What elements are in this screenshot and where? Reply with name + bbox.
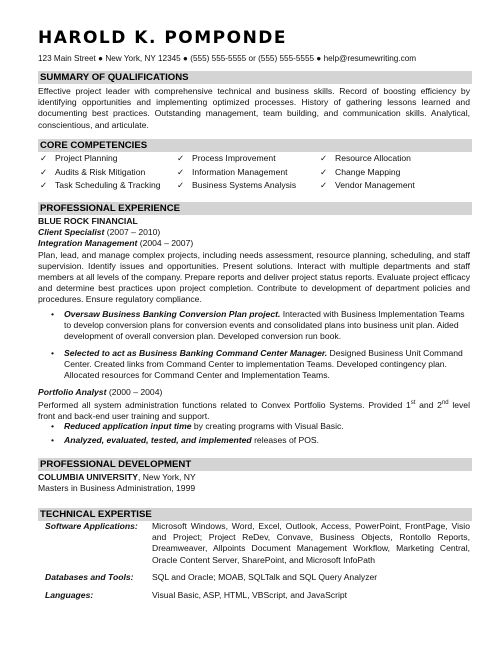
tech-value: Microsoft Windows, Word, Excel, Outlook, Access, PowerPoint, FrontPage, Visio and Project; Project ReDev, Convave, Business Objects, Rontollo Reports, Dreamweaver, Allpoints Document Management Workflow, Marketing Central, Oracle Content Server, SharePoint, and Microsoft InfoPath [152, 521, 470, 565]
check-icon: ✓ [40, 153, 48, 163]
check-icon: ✓ [40, 180, 48, 191]
competencies-col-1 [40, 152, 161, 193]
role-2-bullets [48, 309, 470, 386]
role-3: Portfolio Analyst (2000 – 2004) [38, 387, 163, 397]
degree: Masters in Business Administration, 1999 [38, 483, 196, 494]
address: 123 Main Street [38, 54, 96, 63]
competencies-heading: CORE COMPETENCIES [38, 139, 472, 152]
summary-text: Effective project leader with comprehensive technical and business skills. Record of boosting efficiency by identifying opportunities and implementing optimized processes. History of gathering lessons learned and documenting best practices. Outstanding management, team building, and communication skills. Analytical, conscientious, and articulate. [38, 86, 470, 130]
experience-block-2 [38, 387, 470, 422]
competency-item: ✓ Resource Allocation [320, 152, 415, 166]
candidate-name: HAROLD K. POMPONDE [38, 28, 288, 48]
check-icon: ✓ [40, 166, 48, 177]
role-3-bullets [48, 421, 470, 451]
contact-line [38, 54, 416, 63]
role-1: Client Specialist (2007 – 2010) [38, 227, 161, 238]
separator: ● [98, 54, 104, 63]
email[interactable]: help@resumewriting.com [323, 54, 417, 63]
tech-label: Software Applications: [45, 521, 138, 531]
check-icon: ✓ [177, 153, 185, 163]
competency-item: ✓ Business Systems Analysis [177, 179, 296, 193]
company-name: BLUE ROCK FINANCIAL [38, 216, 138, 226]
check-icon: ✓ [177, 180, 185, 191]
competency-item: ✓ Project Planning [40, 152, 161, 166]
phones: (555) 555-5555 or (555) 555-5555 [190, 54, 315, 63]
development-block [38, 472, 470, 494]
check-icon: ✓ [320, 166, 328, 177]
list-item: • Oversaw Business Banking Conversion Plan project. Interacted with Business Implementation Teams to develop conversion plans for conversion events and consolidated plans into business unit plan. Aided development of overall conversion plan. Developed conversion run book. [51, 309, 465, 342]
list-item: • Reduced application input time by creating programs with Visual Basic. [51, 421, 344, 431]
tech-label: Databases and Tools: [45, 572, 134, 582]
experience-heading: PROFESSIONAL EXPERIENCE [38, 202, 472, 215]
technical-heading: TECHNICAL EXPERTISE [38, 508, 472, 521]
check-icon: ✓ [177, 166, 185, 177]
role-2-description: Plan, lead, and manage complex projects, including needs assessment, resource planning, scheduling, and staff supervision. Identify issues and opportunities. Present solutions. Interact with multiple departments and staff members at all levels of the company. Prepare reports and deliver project status reports. Evaluate project efficacy and determine best practices upon project completion. Contribute to development of department policies and procedures. Ensure regulatory compliance. [38, 249, 470, 305]
role-2: Integration Management (2004 – 2007) [38, 238, 194, 249]
competency-item: ✓ Vendor Management [320, 179, 415, 193]
competency-item: ✓ Task Scheduling & Tracking [40, 179, 161, 193]
competency-item: ✓ Change Mapping [320, 166, 415, 180]
experience-block-1 [38, 216, 470, 306]
competency-item: ✓ Audits & Risk Mitigation [40, 166, 161, 180]
summary-heading: SUMMARY OF QUALIFICATIONS [38, 71, 472, 84]
check-icon: ✓ [320, 153, 328, 163]
tech-label: Languages: [45, 590, 94, 600]
check-icon: ✓ [320, 180, 328, 191]
competency-item: ✓ Process Improvement [177, 152, 296, 166]
separator: ● [183, 54, 188, 63]
separator: ● [316, 54, 322, 63]
competencies-col-2 [177, 152, 296, 193]
tech-value: SQL and Oracle; MOAB, SQLTalk and SQL Query Analyzer [152, 572, 378, 582]
role-3-description: Performed all system administration functions related to Convex Portfolio Systems. Provided 1st and 2nd level front and back-end user training and support. [38, 400, 470, 422]
development-heading: PROFESSIONAL DEVELOPMENT [38, 458, 472, 471]
list-item: • Selected to act as Business Banking Command Center Manager. Designed Business Unit Command Center. Created links from Command Center to implementation Teams. Developed contingency plan. Allocated resources for Command Center and Implementation Teams. [51, 347, 463, 381]
competency-item: ✓ Information Management [177, 166, 296, 180]
school: COLUMBIA UNIVERSITY, New York, NY [38, 472, 196, 482]
list-item: • Analyzed, evaluated, tested, and implemented releases of POS. [51, 435, 320, 446]
competencies-col-3 [320, 152, 415, 193]
tech-value: Visual Basic, ASP, HTML, VBScript, and JavaScript [152, 590, 348, 600]
city: New York, NY 12345 [105, 54, 181, 63]
